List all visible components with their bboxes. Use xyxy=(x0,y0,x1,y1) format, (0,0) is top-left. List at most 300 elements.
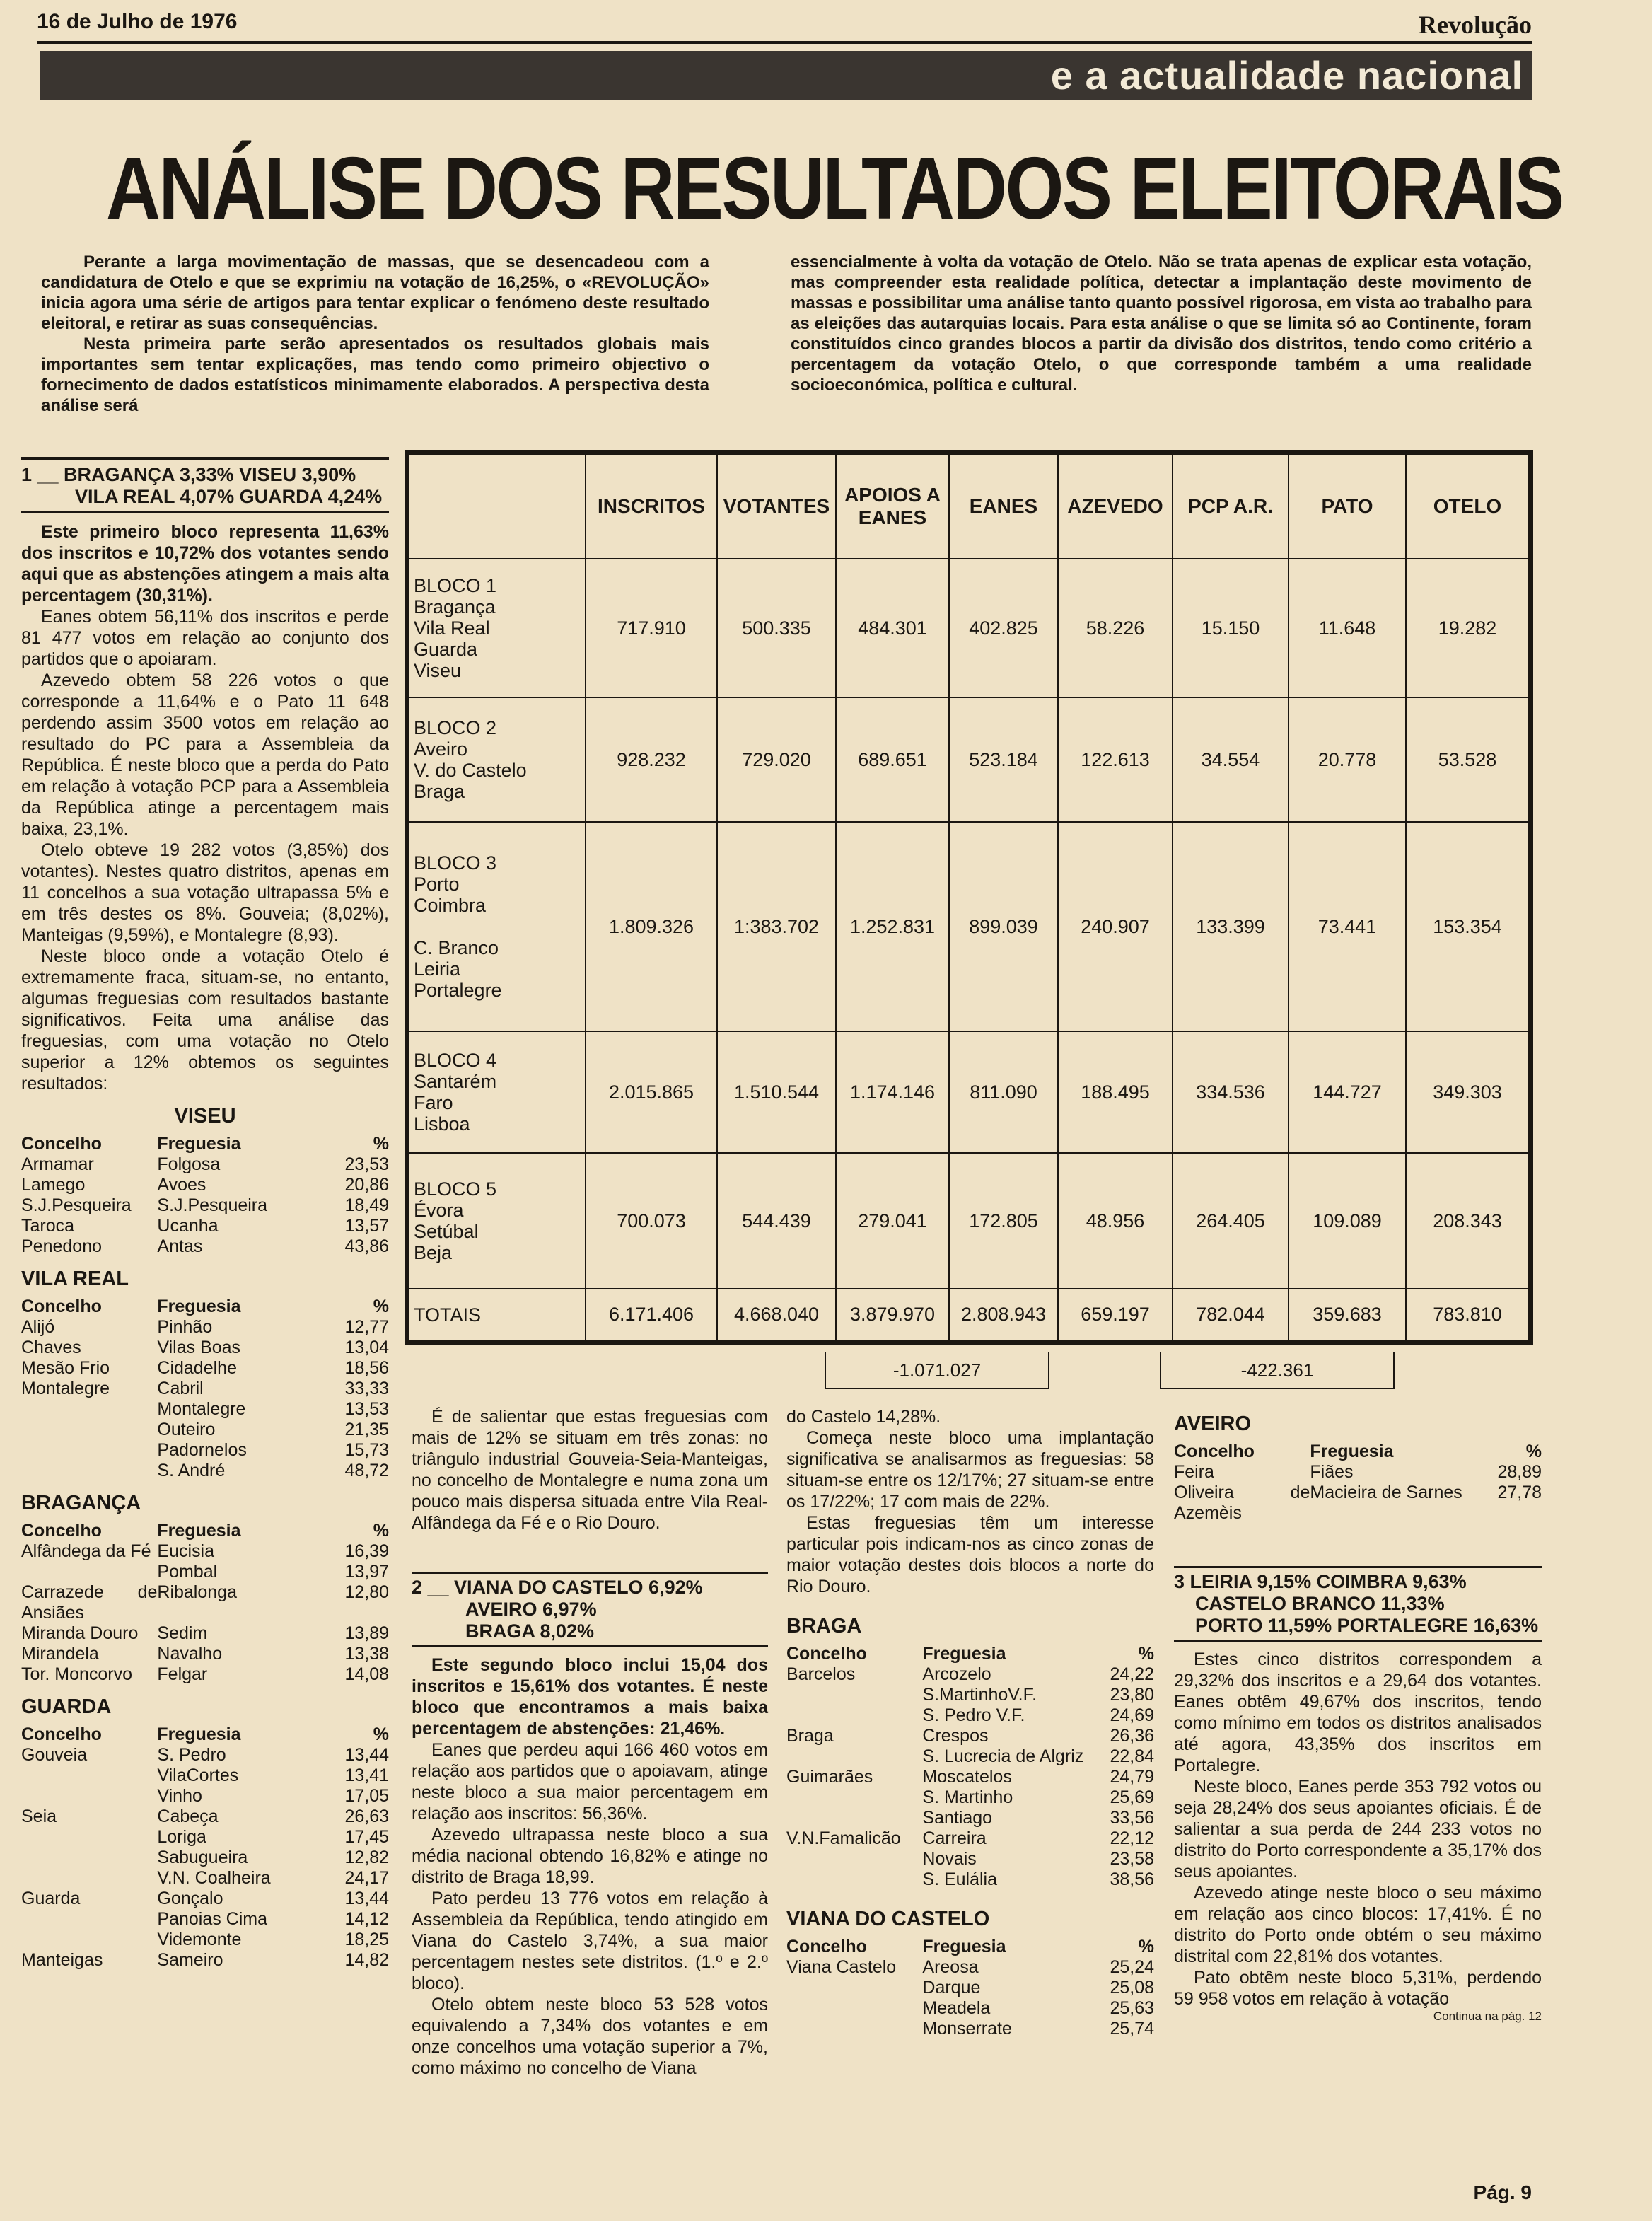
freguesia-cell: S. Pedro xyxy=(157,1745,226,1765)
freguesia-cell: S. Pedro V.F. xyxy=(922,1705,1025,1725)
bloco-label-cell xyxy=(407,822,586,1031)
column-header: EANES xyxy=(949,453,1058,559)
concelho-cell: Guimarães xyxy=(786,1767,873,1787)
freguesia-cell: Videmonte xyxy=(157,1930,242,1949)
value-cell: 523.184 xyxy=(949,697,1058,822)
freguesia-cell: Vilas Boas xyxy=(157,1338,241,1357)
table-row xyxy=(21,1827,389,1848)
column-header-pct: % xyxy=(1525,1442,1542,1461)
table-row xyxy=(786,1828,1154,1849)
concelho-cell xyxy=(21,1461,157,1481)
freguesia-cell: S.MartinhoV.F. xyxy=(922,1685,1037,1705)
intro-paragraph: Nesta primeira parte serão apresentados os resultados globais mais importantes sem tentar explicações, mas tendo como primeiro objectivo o fornecimento de dados estatísticos minimamente elaborados. A perspectiva desta análise será xyxy=(41,335,709,415)
pct-cell: 13,44 xyxy=(344,1889,389,1908)
value-cell: 899.039 xyxy=(949,822,1058,1031)
total-cell: 2.808.943 xyxy=(949,1289,1058,1343)
value-cell: 1.252.831 xyxy=(836,822,949,1031)
concelho-cell xyxy=(786,1978,922,1998)
district-name: Coimbra xyxy=(414,895,487,916)
pct-cell: 18,49 xyxy=(344,1195,389,1215)
concelho-cell xyxy=(786,1787,922,1808)
concelho-cell xyxy=(786,1869,922,1890)
bloco1-header xyxy=(21,457,389,513)
bloco-row xyxy=(407,697,1531,822)
pct-cell: 18,25 xyxy=(344,1930,389,1949)
table-row xyxy=(21,1745,389,1765)
column-header-concelho: Concelho xyxy=(21,1297,102,1316)
pct-cell: 24,17 xyxy=(344,1868,389,1888)
freguesias-header-row xyxy=(21,1521,389,1541)
value-cell: 689.651 xyxy=(836,697,949,822)
freguesia-cell: Moscatelos xyxy=(922,1767,1012,1787)
concelho-cell: Penedono xyxy=(21,1236,103,1256)
article-paragraph: Neste bloco, Eanes perde 353 792 votos ou seja 28,24% dos seus apoiantes oficiais. É de salientar a sua perda de 244 233 votos no distrito do Porto correspondente a 35,17% dos seus apoiantes. xyxy=(1174,1777,1542,1881)
freguesias-table xyxy=(786,1644,1154,1890)
pct-cell: 13,89 xyxy=(344,1623,389,1643)
pct-cell: 25,74 xyxy=(1110,2019,1154,2039)
concelho-cell: Oliveira de Azemèis xyxy=(1174,1483,1310,1523)
table-row xyxy=(21,1195,389,1216)
pct-cell: 23,53 xyxy=(344,1154,389,1174)
concelho-cell: Montalegre xyxy=(21,1379,110,1398)
pct-cell: 33,33 xyxy=(344,1379,389,1398)
concelho-cell: Alfândega da Fé xyxy=(21,1541,151,1561)
value-cell: 349.303 xyxy=(1406,1031,1531,1153)
intro-paragraph: essencialmente à volta da votação de Otelo. Não se trata apenas de explicar esta votação, mas compreender esta realidade política, detectar a implantação deste movimento de massas e possibilitar uma análise tanto quanto possível rigorosa, em vista ao trabalho para as eleições das autarquias locais. Para esta análise o que se limita só ao Continente, foram constituídos cinco grandes blocos a partir da divisão dos distritos, tendo como critério a percentagem da votação Otelo, o que corresponde também a uma realidade socioeconómica, política e cultural. xyxy=(791,253,1532,395)
table-row xyxy=(21,1317,389,1338)
value-cell: 20.778 xyxy=(1289,697,1406,822)
concelho-cell: Braga xyxy=(786,1726,834,1746)
value-cell: 500.335 xyxy=(717,559,836,697)
column-header-pct: % xyxy=(373,1134,389,1154)
freguesia-cell: Felgar xyxy=(157,1664,208,1684)
table-row xyxy=(21,1582,389,1623)
table-row xyxy=(21,1399,389,1420)
freguesia-cell: Meadela xyxy=(922,1998,991,2018)
value-cell: 1.174.146 xyxy=(836,1031,949,1153)
freguesias-table xyxy=(21,1134,389,1257)
value-cell: 279.041 xyxy=(836,1153,949,1289)
column-header-freguesia: Freguesia xyxy=(922,1937,1006,1956)
freguesia-cell: Macieira de Sarnes xyxy=(1310,1483,1462,1502)
intro-right xyxy=(791,252,1532,395)
freguesia-cell: Areosa xyxy=(922,1957,979,1977)
bloco-name: BLOCO 1 xyxy=(414,575,497,596)
freguesia-cell: Pinhão xyxy=(157,1317,213,1337)
totals-label: TOTAIS xyxy=(407,1289,586,1343)
pct-cell: 15,73 xyxy=(344,1440,389,1460)
article-paragraph: Azevedo atinge neste bloco o seu máximo em relação aos cinco blocos: 17,41%. É no distrito do Porto onde obtém o seu máximo distrital com 22,81% dos votantes. xyxy=(1174,1883,1542,1966)
concelho-cell xyxy=(21,1930,157,1950)
value-cell: 144.727 xyxy=(1289,1031,1406,1153)
freguesia-cell: Santiago xyxy=(922,1808,993,1828)
freguesia-cell: Ucanha xyxy=(157,1216,219,1236)
table-row xyxy=(21,1440,389,1461)
freguesia-cell: Darque xyxy=(922,1978,981,1997)
district-name: Vila Real xyxy=(414,617,490,639)
article-paragraph: do Castelo 14,28%. xyxy=(786,1407,941,1427)
freguesia-cell: Sabugueira xyxy=(157,1848,248,1867)
concelho-cell xyxy=(786,1808,922,1828)
value-cell: 208.343 xyxy=(1406,1153,1531,1289)
pct-cell: 43,86 xyxy=(344,1236,389,1256)
column-header-concelho: Concelho xyxy=(786,1937,867,1956)
column-header: OTELO xyxy=(1406,453,1531,559)
results-table xyxy=(405,450,1533,1345)
district-title: VILA REAL xyxy=(21,1268,129,1290)
concelho-cell xyxy=(21,1765,157,1786)
freguesia-cell: Arcozelo xyxy=(922,1664,991,1684)
value-cell: 19.282 xyxy=(1406,559,1531,697)
pct-cell: 20,86 xyxy=(344,1175,389,1195)
table-row xyxy=(21,1786,389,1807)
pct-cell: 17,05 xyxy=(344,1786,389,1806)
column-header-freguesia: Freguesia xyxy=(157,1724,241,1744)
table-row xyxy=(786,1664,1154,1685)
concelho-cell xyxy=(21,1868,157,1889)
district-name: Portalegre xyxy=(414,980,502,1001)
freguesias-table xyxy=(786,1937,1154,2039)
concelho-cell xyxy=(21,1420,157,1440)
masthead-rule xyxy=(37,41,1532,44)
table-row xyxy=(21,1420,389,1440)
freguesia-cell: S. Martinho xyxy=(922,1787,1013,1807)
district-name: Aveiro xyxy=(414,738,468,760)
column-header: PCP A.R. xyxy=(1173,453,1289,559)
table-row xyxy=(21,1930,389,1950)
pct-cell: 33,56 xyxy=(1110,1808,1154,1828)
concelho-cell: Feira xyxy=(1174,1462,1214,1482)
freguesias-header-row xyxy=(786,1937,1154,1957)
district-title: AVEIRO xyxy=(1174,1413,1252,1435)
results-body xyxy=(407,559,1531,1343)
table-row xyxy=(21,1154,389,1175)
pct-cell: 25,63 xyxy=(1110,1998,1154,2018)
concelho-cell: Carrazede de Ansiães xyxy=(21,1582,158,1623)
column-header-freguesia: Freguesia xyxy=(922,1644,1006,1664)
pct-cell: 13,04 xyxy=(344,1338,389,1357)
value-cell: 1.809.326 xyxy=(586,822,717,1031)
bloco1-header-line: 1 __ BRAGANÇA 3,33% VISEU 3,90% xyxy=(21,464,356,485)
column-header-concelho: Concelho xyxy=(21,1724,102,1744)
freguesia-cell: Fiães xyxy=(1310,1462,1354,1482)
table-row xyxy=(786,1998,1154,2019)
freguesia-cell: Navalho xyxy=(157,1644,223,1664)
pct-cell: 12,82 xyxy=(344,1848,389,1867)
pct-cell: 27,78 xyxy=(1497,1483,1542,1502)
article-paragraph: Azevedo obtem 58 226 votos o que corresponde a 11,64% e o Pato 11 648 perdendo assim 3500 votos em relação ao resultado do PC para a Assembleia da República. É neste bloco que a perda do Pato em relação à votação PCP para a Assembleia da República atinge a percentagem mais baixa, 23,1%. xyxy=(21,671,389,839)
value-cell: 153.354 xyxy=(1406,822,1531,1031)
concelho-cell: Armamar xyxy=(21,1154,94,1174)
bloco2-header-line: AVEIRO 6,97% xyxy=(465,1599,597,1620)
bloco-label-cell xyxy=(407,697,586,822)
pct-cell: 23,80 xyxy=(1110,1685,1154,1705)
concelho-cell xyxy=(786,1685,922,1705)
concelho-cell: V.N.Famalicão xyxy=(786,1828,901,1848)
freguesia-cell: Eucisia xyxy=(157,1541,214,1561)
pct-cell: 14,82 xyxy=(344,1950,389,1970)
pct-cell: 22,84 xyxy=(1110,1746,1154,1766)
freguesias-table xyxy=(21,1521,389,1685)
pct-cell: 22,12 xyxy=(1110,1828,1154,1848)
bloco-label-cell xyxy=(407,559,586,697)
concelho-cell: Tor. Moncorvo xyxy=(21,1664,133,1684)
value-cell: 34.554 xyxy=(1173,697,1289,822)
article-paragraph: Neste bloco onde a votação Otelo é extremamente fraca, situam-se, no entanto, algumas freguesias com resultados bastante significativos. Feita uma análise das freguesias, com uma votação no Otelo superior a 12% obtemos os seguintes resultados: xyxy=(21,946,389,1094)
district-name: Guarda xyxy=(414,639,478,660)
concelho-cell xyxy=(21,1399,157,1420)
column-header: APOIOS A EANES xyxy=(836,453,949,559)
value-cell: 15.150 xyxy=(1173,559,1289,697)
freguesia-cell: Antas xyxy=(157,1236,203,1256)
pct-cell: 25,24 xyxy=(1110,1957,1154,1977)
district-name: Leiria xyxy=(414,958,461,980)
pct-cell: 24,69 xyxy=(1110,1705,1154,1725)
freguesia-cell: Outeiro xyxy=(157,1420,216,1439)
table-row xyxy=(786,1849,1154,1869)
value-cell: 717.910 xyxy=(586,559,717,697)
concelho-cell: Gouveia xyxy=(21,1745,88,1765)
concelho-cell: Taroca xyxy=(21,1216,75,1236)
article-paragraph: É de salientar que estas freguesias com mais de 12% se situam em três zonas: no triângulo industrial Gouveia-Seia-Manteigas, no concelho de Montalegre e numa zona um pouco mais dispersa situada entre Vila Real-Alfândega da Fé e o Rio Douro. xyxy=(412,1407,768,1533)
value-cell: 484.301 xyxy=(836,559,949,697)
district-title: GUARDA xyxy=(21,1695,112,1718)
value-cell: 2.015.865 xyxy=(586,1031,717,1153)
column-header-freguesia: Freguesia xyxy=(157,1297,241,1316)
table-row xyxy=(21,1950,389,1971)
total-cell: 3.879.970 xyxy=(836,1289,949,1343)
district-name: Bragança xyxy=(414,596,496,617)
table-row xyxy=(786,1685,1154,1705)
value-cell: 402.825 xyxy=(949,559,1058,697)
column-header-freguesia: Freguesia xyxy=(157,1134,241,1154)
pct-cell: 12,80 xyxy=(344,1582,389,1602)
table-row xyxy=(21,1807,389,1827)
concelho-cell: Barcelos xyxy=(786,1664,856,1684)
total-cell: 359.683 xyxy=(1289,1289,1406,1343)
concelho-cell: Lamego xyxy=(21,1175,86,1195)
pato-difference: -422.361 xyxy=(1160,1352,1395,1389)
concelho-cell xyxy=(21,1909,157,1930)
concelho-cell: Manteigas xyxy=(21,1950,103,1970)
freguesia-cell: Vinho xyxy=(157,1786,202,1806)
table-row xyxy=(21,1379,389,1399)
pct-cell: 17,45 xyxy=(344,1827,389,1847)
table-row xyxy=(21,1848,389,1868)
freguesias-header-row xyxy=(21,1724,389,1745)
concelho-cell: Guarda xyxy=(21,1889,81,1908)
value-cell: 544.439 xyxy=(717,1153,836,1289)
pct-cell: 25,08 xyxy=(1110,1978,1154,1997)
freguesia-cell: S. Eulália xyxy=(922,1869,998,1889)
table-row xyxy=(786,1808,1154,1828)
concelho-cell: Mirandela xyxy=(21,1644,99,1664)
value-cell: 172.805 xyxy=(949,1153,1058,1289)
column-header-pct: % xyxy=(373,1521,389,1541)
column-header-concelho: Concelho xyxy=(1174,1442,1255,1461)
table-row xyxy=(786,1726,1154,1746)
bloco-name: BLOCO 3 xyxy=(414,852,497,874)
bloco2-header-line: 2 __ VIANA DO CASTELO 6,92% xyxy=(412,1577,703,1598)
pct-cell: 13,97 xyxy=(344,1562,389,1582)
article-paragraph: Estas freguesias têm um interesse particular pois indicam-nos as cinco zonas de maior votação destes dois blocos a norte do Rio Douro. xyxy=(786,1513,1154,1596)
value-cell: 133.399 xyxy=(1173,822,1289,1031)
pct-cell: 16,39 xyxy=(344,1541,389,1561)
column-header-concelho: Concelho xyxy=(21,1134,102,1154)
column-header: AZEVEDO xyxy=(1058,453,1173,559)
bloco-label-cell xyxy=(407,1031,586,1153)
article-paragraph: Começa neste bloco uma implantação significativa se analisarmos as freguesias: 58 situam-se entre os 12/17%; 27 situam-se entre os 17/22%; 17 com mais de 22%. xyxy=(786,1428,1154,1512)
table-row xyxy=(21,1644,389,1664)
freguesia-cell: S.J.Pesqueira xyxy=(157,1195,268,1215)
district-title: VISEU xyxy=(174,1105,236,1127)
article-paragraph: Pato obtêm neste bloco 5,31%, perdendo 59 958 votos em relação à votação xyxy=(1174,1968,1542,2009)
district-name: Lisboa xyxy=(414,1113,470,1135)
value-cell: 1:383.702 xyxy=(717,822,836,1031)
column-header-concelho: Concelho xyxy=(786,1644,867,1664)
bloco-name: BLOCO 4 xyxy=(414,1050,497,1071)
table-row xyxy=(1174,1483,1542,1524)
article-paragraph: Este segundo bloco inclui 15,04 dos inscritos e 15,61% dos votantes. É neste bloco que encontramos a mais baixa percentagem de abstenções: 21,46%. xyxy=(412,1655,768,1739)
pct-cell: 13,44 xyxy=(344,1745,389,1765)
value-cell: 811.090 xyxy=(949,1031,1058,1153)
value-cell: 122.613 xyxy=(1058,697,1173,822)
table-row xyxy=(786,1957,1154,1978)
freguesias-header-row xyxy=(786,1644,1154,1664)
value-cell: 11.648 xyxy=(1289,559,1406,697)
column-header-pct: % xyxy=(373,1297,389,1316)
concelho-cell xyxy=(786,1705,922,1726)
column-header: PATO xyxy=(1289,453,1406,559)
table-row xyxy=(21,1175,389,1195)
freguesia-cell: Padornelos xyxy=(157,1440,247,1460)
freguesias-header-row xyxy=(21,1297,389,1317)
value-cell: 700.073 xyxy=(586,1153,717,1289)
concelho-cell xyxy=(786,1849,922,1869)
pct-cell: 28,89 xyxy=(1497,1462,1542,1482)
bloco3-header-line: 3 LEIRIA 9,15% COIMBRA 9,63% xyxy=(1174,1571,1467,1592)
value-cell: 264.405 xyxy=(1173,1153,1289,1289)
table-row xyxy=(21,1216,389,1236)
district-name: Santarém xyxy=(414,1071,497,1092)
bloco-row xyxy=(407,1153,1531,1289)
pct-cell: 13,57 xyxy=(344,1216,389,1236)
pct-cell: 18,56 xyxy=(344,1358,389,1378)
district-name: Porto xyxy=(414,874,460,895)
table-row xyxy=(21,1868,389,1889)
concelho-cell: Alijó xyxy=(21,1317,55,1337)
value-cell: 334.536 xyxy=(1173,1031,1289,1153)
page-number: Pág. 9 xyxy=(1473,2181,1532,2203)
bloco3-column xyxy=(1174,1413,1542,2024)
freguesia-cell: Novais xyxy=(922,1849,977,1869)
freguesias-header-row xyxy=(21,1134,389,1154)
concelho-cell xyxy=(786,1998,922,2019)
table-row xyxy=(21,1541,389,1562)
bloco2-header-line: BRAGA 8,02% xyxy=(465,1620,595,1642)
district-name: V. do Castelo xyxy=(414,760,527,781)
district-name: Viseu xyxy=(414,660,462,681)
intro-left xyxy=(41,252,709,416)
concelho-cell: Mesão Frio xyxy=(21,1358,110,1378)
freguesias-table xyxy=(21,1724,389,1971)
value-cell: 240.907 xyxy=(1058,822,1173,1031)
table-row xyxy=(786,1767,1154,1787)
bloco-row xyxy=(407,822,1531,1031)
total-cell: 659.197 xyxy=(1058,1289,1173,1343)
results-corner-cell xyxy=(407,453,586,559)
pct-cell: 12,77 xyxy=(344,1317,389,1337)
pct-cell: 13,41 xyxy=(344,1765,389,1785)
district-name: C. Branco xyxy=(414,937,499,958)
freguesia-cell: V.N. Coalheira xyxy=(157,1868,271,1888)
freguesias-table xyxy=(21,1297,389,1481)
newspaper-name: Revolução xyxy=(1419,11,1532,39)
pct-cell: 38,56 xyxy=(1110,1869,1154,1889)
freguesias-table xyxy=(1174,1442,1542,1524)
table-row xyxy=(21,1358,389,1379)
freguesia-cell: S. Lucrecia de Algriz xyxy=(922,1746,1084,1766)
bloco3-header-line: PORTO 11,59% PORTALEGRE 16,63% xyxy=(1195,1615,1539,1636)
pct-cell: 26,63 xyxy=(344,1807,389,1826)
article-paragraph: Azevedo ultrapassa neste bloco a sua média nacional obtendo 16,82% e atinge no distrito de Braga 18,99. xyxy=(412,1825,768,1887)
concelho-cell xyxy=(786,1746,922,1767)
pct-cell: 14,08 xyxy=(344,1664,389,1684)
district-name: Faro xyxy=(414,1092,453,1113)
bloco-label-cell xyxy=(407,1153,586,1289)
district-title: BRAGA xyxy=(786,1615,862,1637)
value-cell: 188.495 xyxy=(1058,1031,1173,1153)
pct-cell: 23,58 xyxy=(1110,1849,1154,1869)
concelho-cell xyxy=(21,1440,157,1461)
freguesia-cell: S. André xyxy=(157,1461,226,1480)
total-cell: 6.171.406 xyxy=(586,1289,717,1343)
district-title: VIANA DO CASTELO xyxy=(786,1908,990,1930)
freguesias-header-row xyxy=(1174,1442,1542,1462)
bloco3-header xyxy=(1174,1566,1542,1642)
eanes-difference: -1.071.027 xyxy=(825,1352,1049,1389)
column-header-pct: % xyxy=(1138,1644,1154,1664)
table-row xyxy=(786,2019,1154,2039)
article-paragraph: Este primeiro bloco representa 11,63% dos inscritos e 10,72% dos votantes sendo aqui que as abstenções atingem a mais alta percentagem (30,31%). xyxy=(21,522,389,605)
freguesia-cell: Cabeça xyxy=(157,1807,219,1826)
pct-cell: 13,53 xyxy=(344,1399,389,1419)
pct-cell: 24,22 xyxy=(1110,1664,1154,1684)
totals-row xyxy=(407,1289,1531,1343)
freguesia-cell: Carreira xyxy=(922,1828,987,1848)
value-cell: 109.089 xyxy=(1289,1153,1406,1289)
bloco-name: BLOCO 5 xyxy=(414,1178,497,1200)
freguesia-cell: Sedim xyxy=(157,1623,208,1643)
pct-cell: 13,38 xyxy=(344,1644,389,1664)
value-cell: 53.528 xyxy=(1406,697,1531,822)
intro-paragraph: Perante a larga movimentação de massas, que se desencadeou com a candidatura de Otelo e que se exprimiu na votação de 16,25%, o «REVOLUÇÃO» inicia agora uma série de artigos para tentar explicar o fenómeno deste resultado eleitoral, e retirar as suas consequências. xyxy=(41,253,709,333)
table-row xyxy=(786,1787,1154,1808)
results-header-row xyxy=(407,453,1531,559)
article-paragraph: Otelo obtem neste bloco 53 528 votos equivalendo a 7,34% dos votantes e em onze concelhos uma votação superior a 7%, como máximo no concelho de Viana xyxy=(412,1995,768,2078)
page-headline: ANÁLISE DOS RESULTADOS ELEITORAIS xyxy=(106,140,1563,238)
concelho-cell xyxy=(21,1562,157,1582)
bloco1-column xyxy=(21,457,389,1971)
bloco1-header-line: VILA REAL 4,07% GUARDA 4,24% xyxy=(75,486,383,507)
district-name: Évora xyxy=(414,1200,464,1221)
article-paragraph: Eanes que perdeu aqui 166 460 votos em relação aos partidos que o apoiavam, atinge neste bloco a sua maior percentagem em relação aos inscritos: 56,36%. xyxy=(412,1740,768,1823)
table-row xyxy=(786,1746,1154,1767)
pct-cell: 26,36 xyxy=(1110,1726,1154,1746)
table-row xyxy=(21,1236,389,1257)
table-row xyxy=(21,1664,389,1685)
article-paragraph: Estes cinco distritos correspondem a 29,32% dos inscritos e a 29,64 dos votantes. Eanes obtêm 49,67% dos inscritos, tendo como mínimo em todos os distritos analisados até agora, 43,35% dos inscritos em Portalegre. xyxy=(1174,1649,1542,1775)
